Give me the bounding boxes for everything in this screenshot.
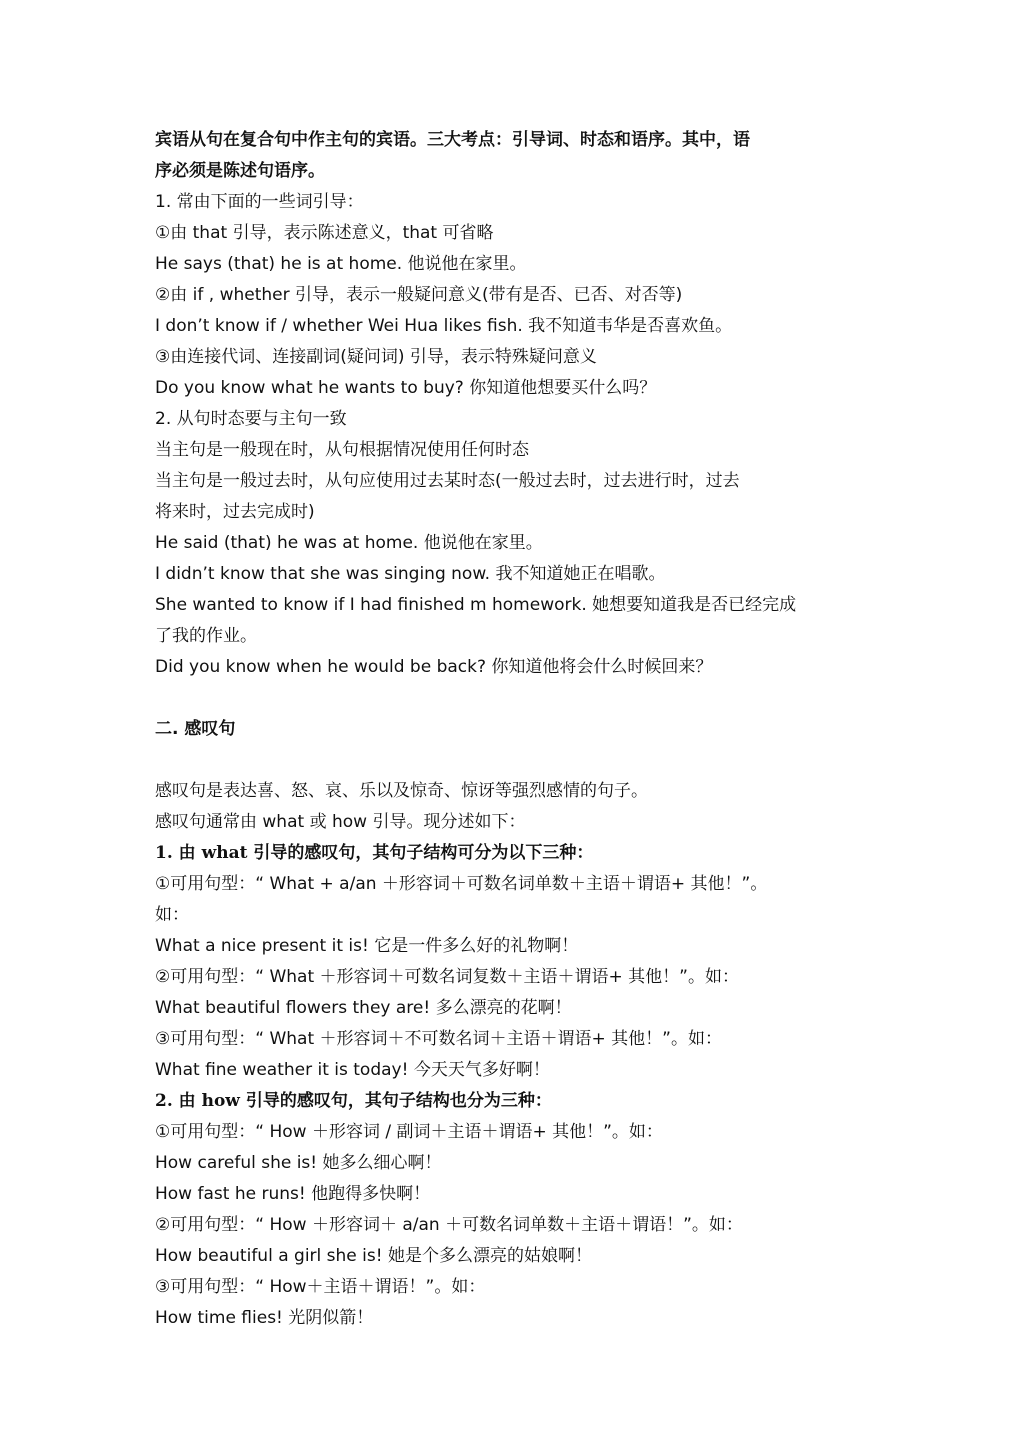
- pattern-what-1-line-1: ①可用句型：“ What + a/an ＋形容词＋可数名词单数＋主语＋谓语+ 其他！”。: [155, 874, 768, 894]
- tense-rule-past-line-2: 将来时，过去完成时): [155, 502, 315, 522]
- intro-line-1: 宾语从句在复合句中作主句的宾语。三大考点：引导词、时态和语序。其中，语: [155, 130, 750, 150]
- spacer: [155, 683, 870, 714]
- example-line: She wanted to know if I had finished m homework. 她想要知道我是否已经完成: [155, 595, 797, 615]
- example-line: How careful she is! 她多么细心啊！: [155, 1153, 442, 1173]
- example-line: How beautiful a girl she is! 她是个多么漂亮的姑娘啊！: [155, 1246, 592, 1266]
- pattern-what-2: ②可用句型：“ What ＋形容词＋可数名词复数＋主语＋谓语+ 其他！”。如：: [155, 967, 739, 987]
- rule-connectives: ③由连接代词、连接副词(疑问词) 引导，表示特殊疑问意义: [155, 347, 597, 367]
- spacer: [155, 745, 870, 776]
- example-line-continued: 了我的作业。: [155, 626, 257, 646]
- example-line: Do you know what he wants to buy? 你知道他想要买什么吗？: [155, 378, 657, 398]
- object-clause-point-1: 1. 常由下面的一些词引导：: [155, 192, 364, 212]
- pattern-how-3: ③可用句型：“ How＋主语＋谓语！”。如：: [155, 1277, 486, 1297]
- rule-if-whether: ②由 if , whether 引导，表示一般疑问意义(带有是否、已否、对否等): [155, 285, 683, 305]
- example-line: I didn’t know that she was singing now. 我不知道她正在唱歌。: [155, 564, 666, 584]
- document-body: [155, 125, 870, 1334]
- example-line: What fine weather it is today! 今天天气多好啊！: [155, 1060, 550, 1080]
- subheading-what: 1. 由 what 引导的感叹句，其句子结构可分为以下三种：: [155, 843, 594, 863]
- subheading-how: 2. 由 how 引导的感叹句，其句子结构也分为三种：: [155, 1091, 552, 1111]
- example-line: How fast he runs! 他跑得多快啊！: [155, 1184, 431, 1204]
- exclamatory-definition: 感叹句是表达喜、怒、哀、乐以及惊奇、惊讶等强烈感情的句子。: [155, 781, 648, 801]
- example-line: I don’t know if / whether Wei Hua likes fish. 我不知道韦华是否喜欢鱼。: [155, 316, 733, 336]
- example-line: He said (that) he was at home. 他说他在家里。: [155, 533, 543, 553]
- pattern-how-2: ②可用句型：“ How ＋形容词＋ a/an ＋可数名词单数＋主语＋谓语！”。如：: [155, 1215, 743, 1235]
- intro-line-2: 序必须是陈述句语序。: [155, 161, 325, 181]
- tense-rule-present: 当主句是一般现在时，从句根据情况使用任何时态: [155, 440, 529, 460]
- rule-that: ①由 that 引导，表示陈述意义，that 可省略: [155, 223, 494, 243]
- example-line: He says (that) he is at home. 他说他在家里。: [155, 254, 527, 274]
- pattern-what-3: ③可用句型：“ What ＋形容词＋不可数名词＋主语＋谓语+ 其他！”。如：: [155, 1029, 722, 1049]
- exclamatory-intro: 感叹句通常由 what 或 how 引导。现分述如下：: [155, 812, 526, 832]
- pattern-what-1-line-2: 如：: [155, 905, 189, 925]
- section-heading-exclamatory: 二. 感叹句: [155, 719, 236, 739]
- example-line: What beautiful flowers they are! 多么漂亮的花啊！: [155, 998, 572, 1018]
- object-clause-point-2: 2. 从句时态要与主句一致: [155, 409, 347, 429]
- pattern-how-1: ①可用句型：“ How ＋形容词 / 副词＋主语＋谓语+ 其他！”。如：: [155, 1122, 663, 1142]
- example-line: How time flies! 光阴似箭！: [155, 1308, 374, 1328]
- example-line: What a nice present it is! 它是一件多么好的礼物啊！: [155, 936, 579, 956]
- tense-rule-past-line-1: 当主句是一般过去时，从句应使用过去某时态(一般过去时，过去进行时，过去: [155, 471, 740, 491]
- example-line: Did you know when he would be back? 你知道他将会什么时候回来？: [155, 657, 713, 677]
